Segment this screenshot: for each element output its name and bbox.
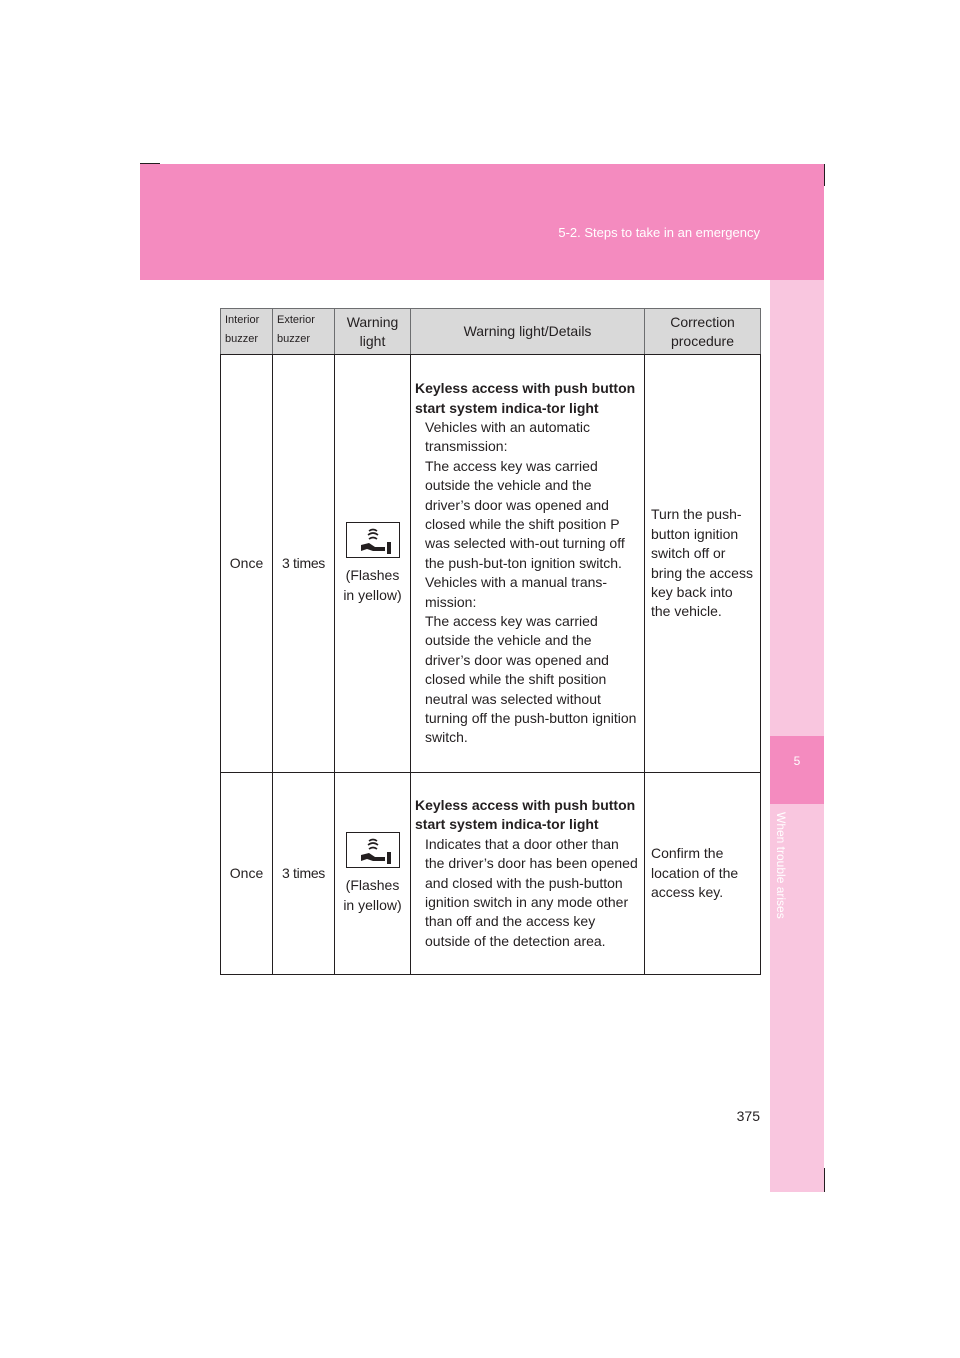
page-number: 375 <box>736 1108 760 1124</box>
exterior-buzzer-cell: 3 times <box>273 355 335 773</box>
header-exterior-buzzer: Exterior buzzer <box>273 309 335 355</box>
detail-line: The access key was carried outside the vehicle and the driver’s door was opened and closed while the shift position P was selected with-out turning off the push-but-ton ignition switch. <box>425 457 625 571</box>
exterior-buzzer-cell: 3 times <box>273 773 335 975</box>
correction-cell: Turn the push-button ignition switch off or bring the access key back into the vehicle. <box>645 355 761 773</box>
flash-note-line1: (Flashes <box>345 567 400 584</box>
header-interior-buzzer: Interior buzzer <box>221 309 273 355</box>
keyless-key-wave-icon <box>346 832 400 868</box>
table-row <box>221 355 761 773</box>
detail-line: Indicates that a door other than the driver’s door has been opened and closed with the push-button ignition switch in any mode other than off and the access key outside of the detection area. <box>425 835 638 949</box>
flash-note-line2: in yellow) <box>343 896 402 913</box>
header-details: Warning light/Details <box>411 309 645 355</box>
details-cell <box>411 355 645 773</box>
warning-light-cell <box>335 355 411 773</box>
header-correction: Correction procedure <box>645 309 761 355</box>
detail-line: Vehicles with a manual trans-mission: <box>425 574 608 610</box>
interior-buzzer-cell: Once <box>221 773 273 975</box>
chapter-number: 5 <box>793 754 801 768</box>
chapter-number-block <box>770 736 824 804</box>
flash-note-line2: in yellow) <box>343 586 402 603</box>
header-band <box>140 164 824 280</box>
table-row <box>221 773 761 975</box>
indicator-title: Keyless access with push button start system indica-tor light <box>415 380 636 416</box>
detail-line: Vehicles with an automatic transmission: <box>425 418 590 455</box>
crop-mark <box>824 164 825 186</box>
flash-note-line1: (Flashes <box>345 877 400 894</box>
header-warning-light: Warning light <box>335 309 411 355</box>
interior-buzzer-cell: Once <box>221 355 273 773</box>
detail-line: The access key was carried outside the vehicle and the driver’s door was opened and closed while the shift position neutral was selected without turning off the push-button ignition switch. <box>425 613 637 746</box>
section-title: 5-2. Steps to take in an emergency <box>558 225 760 240</box>
warning-table <box>220 308 761 975</box>
keyless-key-wave-icon <box>346 522 400 558</box>
chapter-label: When trouble arises <box>774 812 788 919</box>
correction-cell: Confirm the location of the access key. <box>645 773 761 975</box>
indicator-title: Keyless access with push button start system indica-tor light <box>415 796 636 833</box>
crop-mark <box>824 1168 825 1192</box>
warning-light-cell <box>335 773 411 975</box>
crop-mark <box>140 163 160 164</box>
details-cell <box>411 773 645 975</box>
